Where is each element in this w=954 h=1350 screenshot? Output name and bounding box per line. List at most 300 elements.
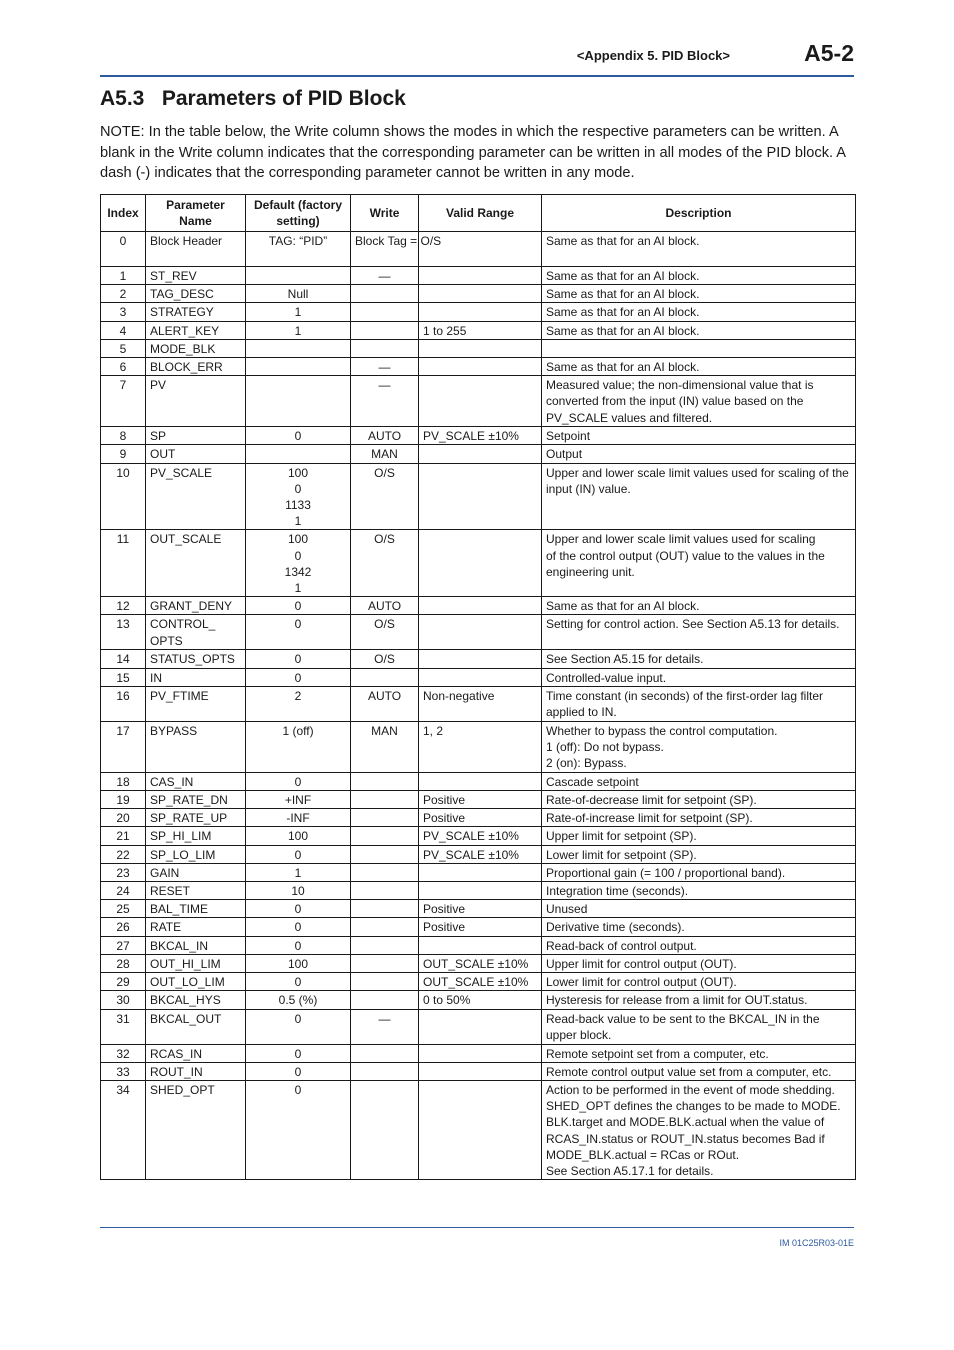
cell-line: 2 xyxy=(294,688,302,703)
cell-index xyxy=(101,845,146,863)
cell-line: 10 xyxy=(116,465,130,480)
cell-default xyxy=(246,809,351,827)
cell-line: 23 xyxy=(116,865,130,880)
cell-line: 12 xyxy=(116,599,130,614)
cell-valid-range xyxy=(419,791,542,809)
cell-valid-range xyxy=(419,1062,542,1080)
cell-line: 0 xyxy=(294,975,302,990)
cell-description xyxy=(542,267,856,285)
cell-line: 28 xyxy=(116,956,130,971)
cell-parameter-name xyxy=(146,1062,246,1080)
cell-write xyxy=(351,721,419,772)
cell-description xyxy=(542,721,856,772)
cell-parameter-name xyxy=(146,303,246,321)
cell-description xyxy=(542,918,856,936)
cell-line: 6 xyxy=(119,360,127,375)
cell-line: 100 xyxy=(287,829,309,844)
cell-write xyxy=(351,900,419,918)
cell-parameter-name xyxy=(146,445,246,463)
cell-parameter-name xyxy=(146,530,246,597)
note-paragraph: NOTE: In the table below, the Write column shows the modes in which the respective parameters can be written. A blank in the Write column indicates that the corresponding parameter can be written in all modes of the PID block. A dash (-) indicates that the corresponding parameter cannot be written in any mode. xyxy=(100,124,846,182)
cell-description xyxy=(542,530,856,597)
cell-line: Null xyxy=(287,287,309,302)
cell-valid-range xyxy=(419,267,542,285)
cell-line: OUT_HI_LIM xyxy=(150,956,221,971)
cell-valid-range xyxy=(419,973,542,991)
cell-line: RATE xyxy=(150,920,182,935)
cell-line: Same as that for an AI block. xyxy=(546,599,700,614)
cell-line: 0.5 (%) xyxy=(278,993,318,1008)
cell-valid-range xyxy=(419,321,542,339)
cell-line: 100 xyxy=(287,465,309,480)
cell-line: O/S xyxy=(374,465,395,480)
cell-line: See Section A5.17.1 for details. xyxy=(546,1163,714,1178)
table-row xyxy=(101,991,856,1009)
cell-line: STRATEGY xyxy=(150,305,214,320)
cell-parameter-name xyxy=(146,597,246,615)
cell-line: ST_REV xyxy=(150,269,197,283)
cell-index xyxy=(101,376,146,427)
cell-default xyxy=(246,358,351,376)
cell-description xyxy=(542,232,856,267)
cell-parameter-name xyxy=(146,1080,246,1179)
cell-line: RESET xyxy=(150,884,191,899)
cell-default xyxy=(246,1080,351,1179)
cell-line: 1 xyxy=(294,323,302,338)
cell-parameter-name xyxy=(146,686,246,721)
cell-index xyxy=(101,721,146,772)
cell-line: PV xyxy=(150,378,167,393)
cell-line: 26 xyxy=(116,920,130,935)
cell-line: BKCAL_OUT xyxy=(150,1011,222,1026)
cell-write xyxy=(351,954,419,972)
cell-line: — xyxy=(378,360,391,375)
cell-description xyxy=(542,1080,856,1179)
cell-line: 0 xyxy=(294,548,302,563)
cell-line: Action to be performed in the event of mode shedding. xyxy=(546,1082,835,1097)
table-row xyxy=(101,615,856,650)
cell-line: PV_SCALE ±10% xyxy=(423,429,519,444)
cell-line: Proportional gain (= 100 / proportional band). xyxy=(546,865,786,880)
cell-line: Cascade setpoint xyxy=(546,774,639,789)
cell-default xyxy=(246,936,351,954)
cell-parameter-name xyxy=(146,1044,246,1062)
cell-index xyxy=(101,1062,146,1080)
cell-description xyxy=(542,954,856,972)
cell-line: PV_SCALE ±10% xyxy=(423,847,519,862)
cell-write xyxy=(351,991,419,1009)
cell-write xyxy=(351,863,419,881)
cell-parameter-name xyxy=(146,650,246,668)
cell-line: GRANT_DENY xyxy=(150,599,233,614)
cell-line: 0 xyxy=(294,1082,302,1097)
cell-line: 0 xyxy=(119,234,127,248)
cell-write xyxy=(351,1062,419,1080)
cell-line: 32 xyxy=(116,1046,130,1061)
cell-line: 0 xyxy=(294,599,302,614)
cell-description xyxy=(542,809,856,827)
cell-index xyxy=(101,303,146,321)
cell-index xyxy=(101,936,146,954)
cell-line: Same as that for an AI block. xyxy=(546,269,700,283)
cell-line: Same as that for an AI block. xyxy=(546,323,700,338)
cell-line: Derivative time (seconds). xyxy=(546,920,685,935)
cell-index xyxy=(101,232,146,267)
cell-write xyxy=(351,827,419,845)
cell-write xyxy=(351,791,419,809)
cell-line: Same as that for an AI block. xyxy=(546,287,700,302)
cell-line: Rate-of-increase limit for setpoint (SP). xyxy=(546,811,753,826)
cell-line: OUT_SCALE ±10% xyxy=(423,956,529,971)
cell-parameter-name xyxy=(146,721,246,772)
cell-line: 0 xyxy=(294,847,302,862)
cell-valid-range xyxy=(419,530,542,597)
cell-line: PV_SCALE xyxy=(150,465,213,480)
cell-write xyxy=(351,845,419,863)
cell-write xyxy=(351,668,419,686)
cell-valid-range xyxy=(419,845,542,863)
cell-valid-range xyxy=(419,1080,542,1179)
cell-parameter-name xyxy=(146,232,246,267)
cell-default xyxy=(246,772,351,790)
cell-line: PV_FTIME xyxy=(150,688,209,703)
col-header-write: Write xyxy=(351,195,419,232)
cell-line: Positive xyxy=(423,793,466,808)
cell-default xyxy=(246,900,351,918)
cell-line: MAN xyxy=(371,723,398,738)
section-number: A5.3 xyxy=(100,87,145,110)
cell-parameter-name xyxy=(146,267,246,285)
cell-valid-range xyxy=(419,668,542,686)
cell-line: 3 xyxy=(119,305,127,320)
cell-write xyxy=(351,427,419,445)
table-row xyxy=(101,863,856,881)
cell-line: Unused xyxy=(546,902,588,917)
cell-write xyxy=(351,358,419,376)
cell-default xyxy=(246,650,351,668)
cell-valid-range xyxy=(419,1044,542,1062)
cell-line: STATUS_OPTS xyxy=(150,652,235,667)
cell-line: SHED_OPT xyxy=(150,1082,215,1097)
cell-line: 0 xyxy=(294,938,302,953)
cell-line: 1 xyxy=(294,581,302,596)
cell-line: 10 xyxy=(291,884,305,899)
table-body xyxy=(101,232,856,1180)
cell-line: 18 xyxy=(116,774,130,789)
cell-index xyxy=(101,463,146,530)
table-row xyxy=(101,973,856,991)
cell-index xyxy=(101,668,146,686)
cell-description xyxy=(542,463,856,530)
cell-write xyxy=(351,285,419,303)
cell-line: Upper and lower scale limit values used for scaling xyxy=(546,532,816,547)
cell-valid-range xyxy=(419,615,542,650)
table-row xyxy=(101,1044,856,1062)
page-number: A5-2 xyxy=(804,40,854,66)
table-row xyxy=(101,1062,856,1080)
cell-valid-range xyxy=(419,863,542,881)
cell-parameter-name xyxy=(146,809,246,827)
cell-line: 1 xyxy=(119,269,127,283)
cell-write xyxy=(351,267,419,285)
table-row xyxy=(101,1080,856,1179)
cell-description xyxy=(542,900,856,918)
cell-line: 1, 2 xyxy=(423,723,444,738)
cell-line: Upper and lower scale limit values used for scaling of the input (IN) value. xyxy=(546,465,849,496)
cell-line: Measured value; the non-dimensional value that is converted from the input (IN) value based on the PV_SCALE values and filtered. xyxy=(546,378,814,425)
cell-line: 1 xyxy=(294,305,302,320)
table-row xyxy=(101,445,856,463)
cell-index xyxy=(101,863,146,881)
cell-index xyxy=(101,791,146,809)
cell-line: Same as that for an AI block. xyxy=(546,360,700,375)
cell-description xyxy=(542,1009,856,1044)
cell-line: MODE_BLK xyxy=(150,341,216,356)
cell-index xyxy=(101,991,146,1009)
cell-line: of the control output (OUT) value to the values in the engineering unit. xyxy=(546,548,825,579)
cell-line: 0 xyxy=(294,481,302,496)
cell-line: 0 xyxy=(294,774,302,789)
cell-line: Upper limit for control output (OUT). xyxy=(546,956,737,971)
cell-line: 0 xyxy=(294,920,302,935)
cell-line: TAG: “PID” xyxy=(268,234,328,248)
cell-write xyxy=(351,1009,419,1044)
cell-index xyxy=(101,900,146,918)
table-header-row xyxy=(101,195,856,232)
cell-line: 2 (on): Bypass. xyxy=(546,756,627,771)
cell-write xyxy=(351,772,419,790)
col-header-default: Default (factory setting) xyxy=(246,195,351,232)
table-row xyxy=(101,954,856,972)
cell-valid-range xyxy=(419,597,542,615)
cell-line: 8 xyxy=(119,429,127,444)
cell-line: See Section A5.15 for details. xyxy=(546,652,704,667)
parameters-table xyxy=(100,194,856,1180)
cell-parameter-name xyxy=(146,321,246,339)
cell-valid-range xyxy=(419,1009,542,1044)
cell-line: BAL_TIME xyxy=(150,902,209,917)
table-row xyxy=(101,427,856,445)
cell-line: ALERT_KEY xyxy=(150,323,220,338)
cell-description xyxy=(542,772,856,790)
cell-line: O/S xyxy=(374,532,395,547)
cell-valid-range xyxy=(419,954,542,972)
cell-default xyxy=(246,597,351,615)
cell-line: BYPASS xyxy=(150,723,198,738)
cell-parameter-name xyxy=(146,668,246,686)
cell-description xyxy=(542,358,856,376)
cell-default xyxy=(246,232,351,267)
table-row xyxy=(101,267,856,285)
cell-line: 33 xyxy=(116,1064,130,1079)
cell-line: IN xyxy=(150,670,162,685)
cell-line: 1 xyxy=(294,865,302,880)
cell-valid-range xyxy=(419,285,542,303)
cell-write xyxy=(351,1080,419,1179)
table-row xyxy=(101,597,856,615)
cell-write xyxy=(351,376,419,427)
cell-index xyxy=(101,686,146,721)
cell-line: Block Header xyxy=(150,234,223,248)
cell-default xyxy=(246,267,351,285)
cell-index xyxy=(101,445,146,463)
col-header-index: Index xyxy=(101,195,146,232)
cell-line: Rate-of-decrease limit for setpoint (SP). xyxy=(546,793,757,808)
cell-line: 24 xyxy=(116,884,130,899)
cell-parameter-name xyxy=(146,772,246,790)
cell-index xyxy=(101,882,146,900)
cell-index xyxy=(101,339,146,357)
cell-line: 9 xyxy=(119,447,127,462)
cell-description xyxy=(542,615,856,650)
cell-line: 19 xyxy=(116,793,130,808)
cell-line: AUTO xyxy=(367,599,402,614)
cell-valid-range xyxy=(419,358,542,376)
cell-line: 22 xyxy=(116,847,130,862)
cell-parameter-name xyxy=(146,339,246,357)
cell-parameter-name xyxy=(146,791,246,809)
cell-line: 17 xyxy=(116,723,130,738)
cell-description xyxy=(542,863,856,881)
cell-line: 0 xyxy=(294,670,302,685)
cell-line: BKCAL_IN xyxy=(150,938,209,953)
cell-parameter-name xyxy=(146,615,246,650)
cell-index xyxy=(101,530,146,597)
cell-line: 0 xyxy=(294,1064,302,1079)
cell-line: 11 xyxy=(116,532,130,547)
cell-parameter-name xyxy=(146,882,246,900)
cell-parameter-name xyxy=(146,376,246,427)
cell-line: 27 xyxy=(116,938,130,953)
cell-write xyxy=(351,463,419,530)
cell-default xyxy=(246,615,351,650)
cell-parameter-name xyxy=(146,427,246,445)
cell-index xyxy=(101,650,146,668)
cell-line: 16 xyxy=(116,688,130,703)
cell-write xyxy=(351,232,442,267)
table-row xyxy=(101,376,856,427)
cell-default xyxy=(246,285,351,303)
cell-default xyxy=(246,1044,351,1062)
cell-description xyxy=(542,882,856,900)
cell-line: Remote control output value set from a computer, etc. xyxy=(546,1064,832,1079)
cell-valid-range xyxy=(419,936,542,954)
cell-description xyxy=(542,1044,856,1062)
table-row xyxy=(101,650,856,668)
col-header-parameter-name: Parameter Name xyxy=(146,195,246,232)
cell-default xyxy=(246,863,351,881)
cell-line: Positive xyxy=(423,811,466,826)
cell-line: Upper limit for setpoint (SP). xyxy=(546,829,697,844)
cell-valid-range xyxy=(419,650,542,668)
cell-description xyxy=(542,668,856,686)
cell-line: GAIN xyxy=(150,865,180,880)
cell-line: Remote setpoint set from a computer, etc. xyxy=(546,1046,769,1061)
cell-write xyxy=(351,615,419,650)
footer-rule xyxy=(100,1227,854,1228)
cell-default xyxy=(246,845,351,863)
cell-default xyxy=(246,721,351,772)
table-row xyxy=(101,339,856,357)
table-row xyxy=(101,827,856,845)
cell-line: ROUT_IN xyxy=(150,1064,203,1079)
cell-description xyxy=(542,303,856,321)
cell-parameter-name xyxy=(146,900,246,918)
cell-line: Hysteresis for release from a limit for OUT.status. xyxy=(546,993,808,1008)
cell-index xyxy=(101,321,146,339)
cell-valid-range xyxy=(419,427,542,445)
table-row xyxy=(101,530,856,597)
cell-line: Non-negative xyxy=(423,688,495,703)
cell-default xyxy=(246,303,351,321)
cell-index xyxy=(101,1080,146,1179)
cell-line: 0 xyxy=(294,652,302,667)
cell-line: Controlled-value input. xyxy=(546,670,667,685)
cell-default xyxy=(246,791,351,809)
cell-line: OUT_SCALE xyxy=(150,532,222,547)
col-header-valid-range: Valid Range xyxy=(419,195,542,232)
cell-parameter-name xyxy=(146,358,246,376)
cell-write xyxy=(351,936,419,954)
cell-valid-range xyxy=(419,445,542,463)
section-title-text: Parameters of PID Block xyxy=(161,87,406,110)
document-id: IM 01C25R03-01E xyxy=(779,1238,854,1248)
cell-line: 0 to 50% xyxy=(423,993,471,1008)
cell-line: Whether to bypass the control computation. xyxy=(546,723,778,738)
cell-line: 25 xyxy=(116,902,130,917)
cell-line: 7 xyxy=(119,378,127,393)
cell-description xyxy=(542,339,856,357)
cell-default xyxy=(246,954,351,972)
cell-line: — xyxy=(378,269,391,283)
cell-description xyxy=(542,445,856,463)
col-header-description: Description xyxy=(542,195,856,232)
cell-line: O/S xyxy=(374,617,395,632)
cell-write xyxy=(351,650,419,668)
cell-index xyxy=(101,615,146,650)
cell-line: -INF xyxy=(286,811,310,826)
table-row xyxy=(101,791,856,809)
cell-index xyxy=(101,973,146,991)
cell-line: 31 xyxy=(116,1011,130,1026)
cell-description xyxy=(542,650,856,668)
cell-parameter-name xyxy=(146,845,246,863)
cell-default xyxy=(246,1062,351,1080)
cell-valid-range xyxy=(419,721,542,772)
cell-write xyxy=(351,973,419,991)
cell-line: SP xyxy=(150,429,167,444)
cell-line: OUT_LO_LIM xyxy=(150,975,225,990)
cell-parameter-name xyxy=(146,1009,246,1044)
cell-line: 5 xyxy=(119,341,127,356)
cell-line: 1 (off): Do not bypass. xyxy=(546,740,664,755)
table-row xyxy=(101,358,856,376)
cell-line: TAG_DESC xyxy=(150,287,214,302)
cell-default xyxy=(246,463,351,530)
cell-line: 1 (off) xyxy=(282,723,314,738)
cell-parameter-name xyxy=(146,827,246,845)
cell-line: AUTO xyxy=(367,688,402,703)
cell-line: — xyxy=(378,378,391,393)
cell-write xyxy=(351,686,419,721)
cell-default xyxy=(246,427,351,445)
cell-valid-range xyxy=(419,991,542,1009)
cell-default xyxy=(246,445,351,463)
table-row xyxy=(101,845,856,863)
cell-default xyxy=(246,376,351,427)
cell-line: Read-back value to be sent to the BKCAL_IN in the upper block. xyxy=(546,1011,820,1042)
table-row xyxy=(101,900,856,918)
